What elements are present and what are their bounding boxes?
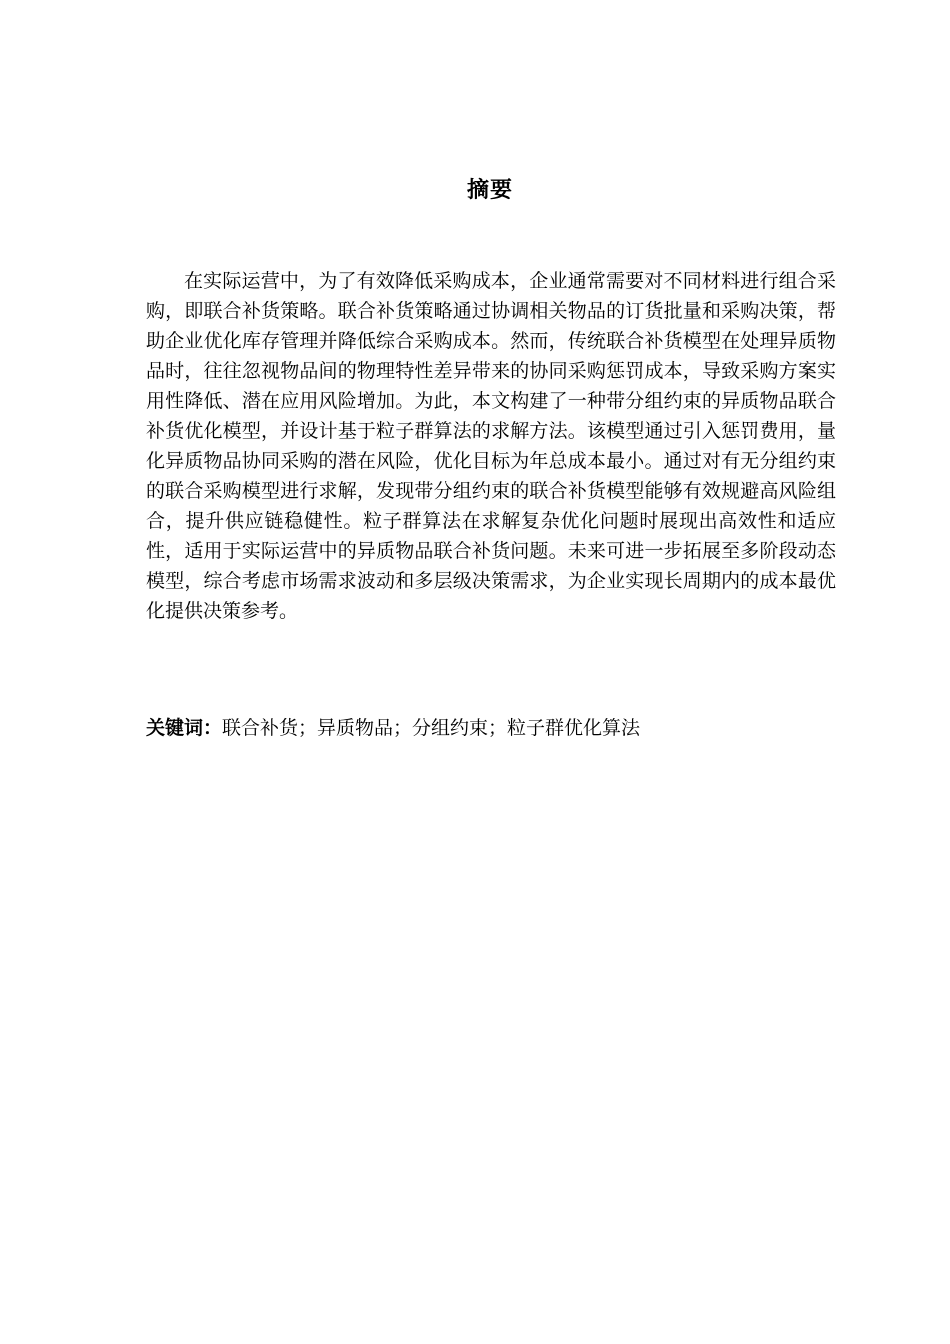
keywords-line [146,713,836,743]
abstract-paragraph: 在实际运营中，为了有效降低采购成本，企业通常需要对不同材料进行组合采购，即联合补货策略。联合补货策略通过协调相关物品的订货批量和采购决策，帮助企业优化库存管理并降低综合采购成本。然而，传统联合补货模型在处理异质物品时，往往忽视物品间的物理特性差异带来的协同采购惩罚成本，导致采购方案实用性降低、潜在应用风险增加。为此，本文构建了一种带分组约束的异质物品联合补货优化模型，并设计基于粒子群算法的求解方法。该模型通过引入惩罚费用，量化异质物品协同采购的潜在风险，优化目标为年总成本最小。通过对有无分组约束的联合采购模型进行求解，发现带分组约束的联合补货模型能够有效规避高风险组合，提升供应链稳健性。粒子群算法在求解复杂优化问题时展现出高效性和适应性，适用于实际运营中的异质物品联合补货问题。未来可进一步拓展至多阶段动态模型，综合考虑市场需求波动和多层级决策需求，为企业实现长周期内的成本最优化提供决策参考。 [146,270,836,622]
abstract-heading: 摘要 [466,178,513,203]
keywords-text: 联合补货；异质物品；分组约束；粒子群优化算法 [222,717,641,739]
keywords-label: 关键词： [146,717,223,739]
